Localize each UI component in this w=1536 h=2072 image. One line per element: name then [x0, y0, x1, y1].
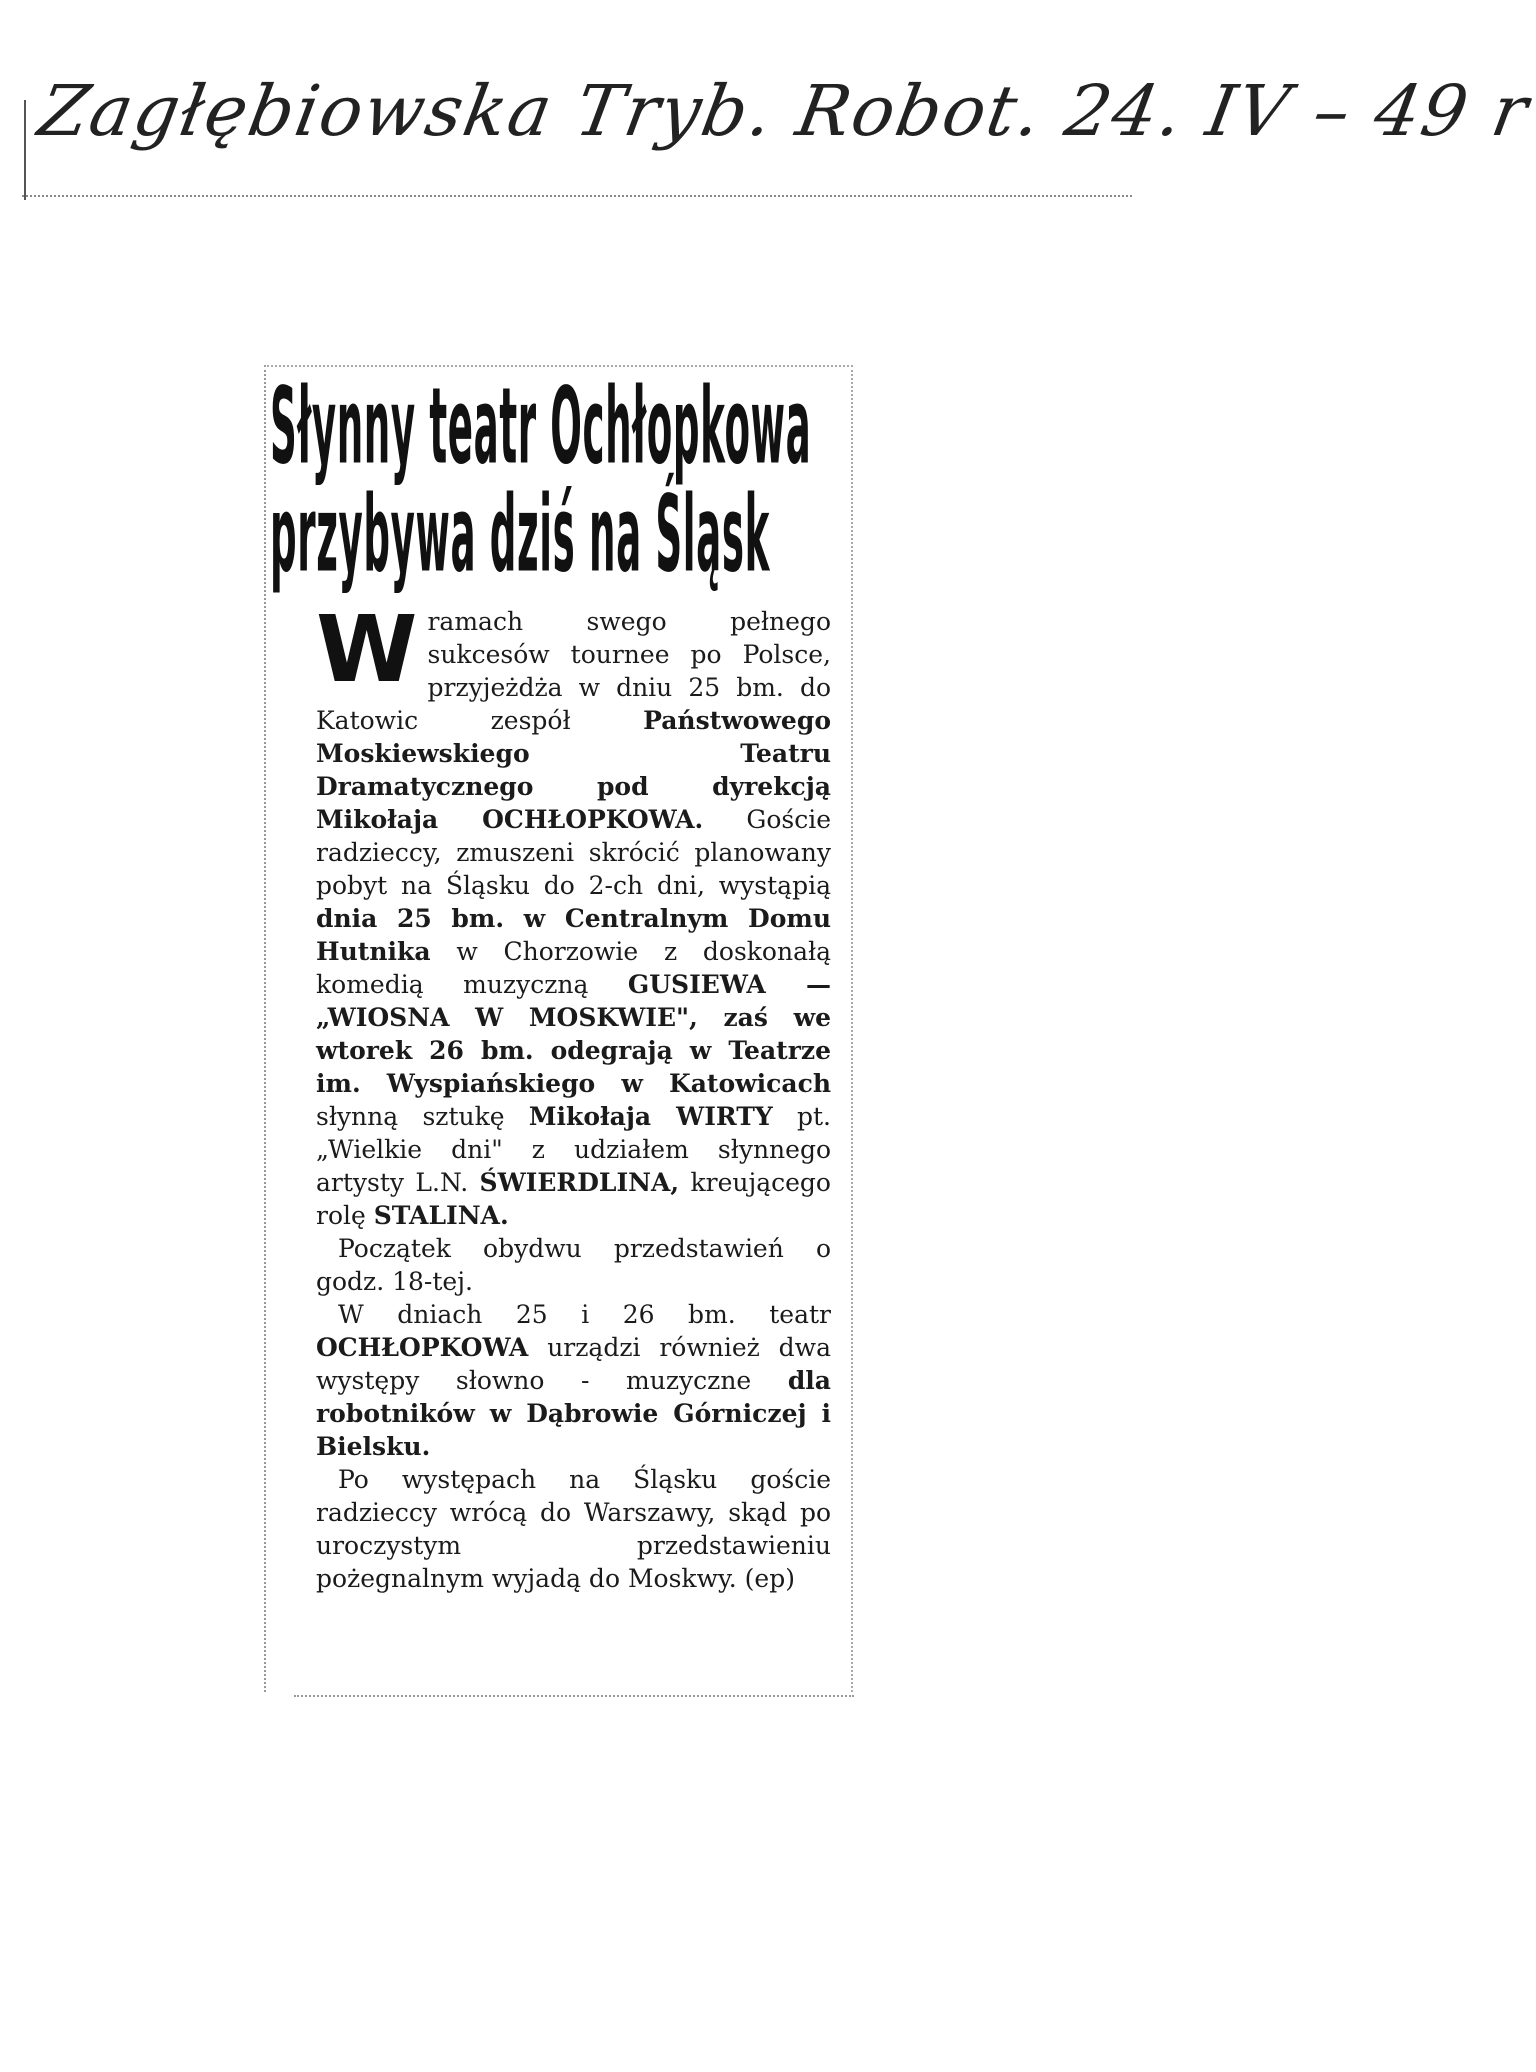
article-headline [270, 366, 850, 597]
p1-text-f: GUSIEWA — „WIOSNA W MOSKWIE", zaś we wtorek 26 bm. odegrają w Teatrze im. Wyspiańskiego w Katowicach [316, 970, 831, 1098]
p1-text-l: STALINA. [373, 1201, 509, 1230]
paragraph-2: Początek obydwu przedstawień o godz. 18-tej. [316, 1234, 831, 1296]
p1-text-b: Państwowego Moskiewskiego Teatru Dramatycznego pod dyrekcją Mikołaja OCHŁOPKOWA. [316, 706, 831, 834]
handwritten-source-note [32, 70, 1536, 220]
p3-text-a: W dniach 25 i 26 bm. teatr [338, 1300, 831, 1329]
p1-text-h: Mikołaja WIRTY [528, 1102, 773, 1131]
p1-text-i: pt. „Wielkie dni" z udziałem słynnego artysty L.N. [316, 1102, 831, 1197]
newspaper-clipping [264, 365, 849, 1755]
p3-text-c: urządzi również dwa występy słowno - muzyczne [316, 1333, 831, 1395]
scan-edge-mark [24, 100, 26, 200]
headline-line-2: przybywa dziś na Śląsk [270, 474, 771, 597]
p1-text-e: w Chorzowie z doskonałą komedią muzyczną [316, 937, 831, 999]
p1-text-c: Goście radzieccy, zmuszeni skrócić planowany pobyt na Śląsku do 2-ch dni, wystąpią [316, 805, 831, 900]
p1-text-k: kreującego rolę [316, 1168, 831, 1230]
p1-text-d: dnia 25 bm. w Centralnym Domu Hutnika [316, 904, 831, 966]
paragraph-1 [316, 596, 831, 1232]
p3-text-d: dla robotników w Dąbrowie Górniczej i Bielsku. [316, 1366, 831, 1461]
handwritten-text: Zagłębiowska Tryb. Robot. 24. IV – 49 r [32, 70, 1536, 152]
drop-cap: W [316, 596, 418, 703]
scan-dotted-rule [22, 195, 1132, 197]
p1-text-g: słynną sztukę [316, 1102, 529, 1131]
article-body [316, 596, 831, 1595]
p1-text-a: ramach swego pełnego sukcesów tournee po Polsce, przyjeżdża w dniu 25 bm. do Katowic zespół [316, 607, 831, 735]
p1-text-j: ŚWIERDLINA, [479, 1168, 680, 1197]
p3-text-b: OCHŁOPKOWA [316, 1333, 529, 1362]
clipping-bottom-edge [294, 1695, 854, 1697]
headline-line-1: Słynny teatr Ochłopkowa [270, 366, 812, 489]
paragraph-3 [316, 1298, 831, 1463]
paragraph-4: Po występach na Śląsku goście radzieccy wrócą do Warszawy, skąd po uroczystym przedstawieniu pożegnalnym wyjadą do Moskwy. (ep) [316, 1465, 831, 1593]
